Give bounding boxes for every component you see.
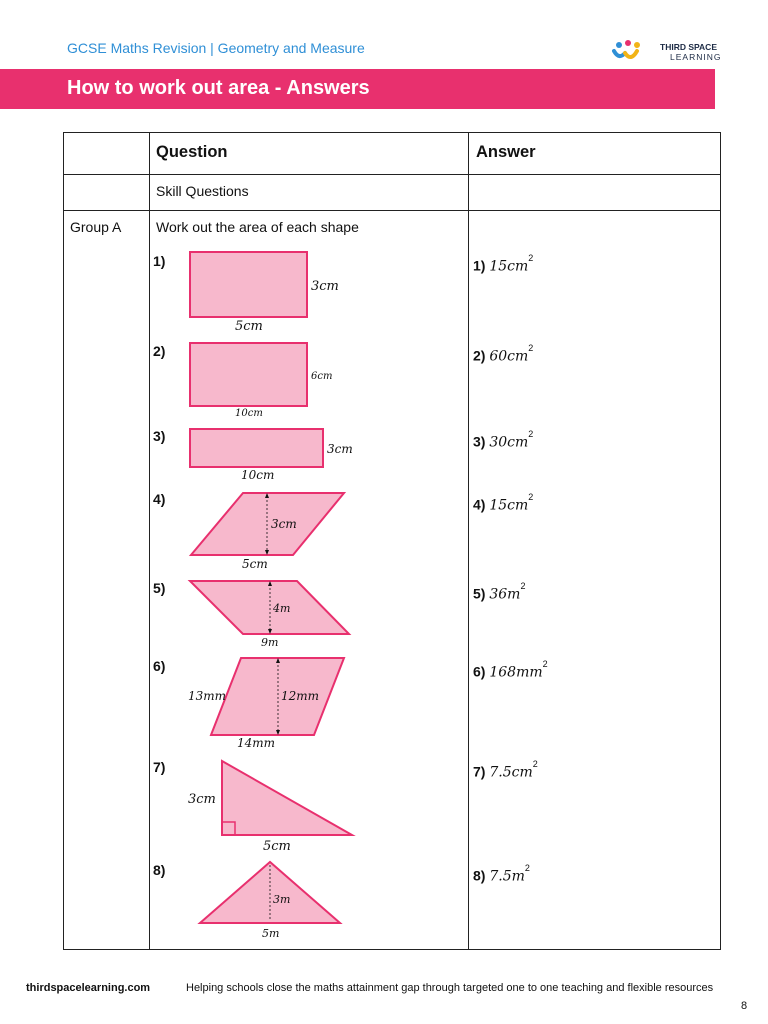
question-instruction: Work out the area of each shape <box>156 219 359 235</box>
page-number: 8 <box>741 1000 748 1012</box>
answer-item: 5) $36m^2$ <box>473 581 526 603</box>
svg-text:3cm: 3cm <box>271 517 297 531</box>
page-title: How to work out area - Answers <box>67 77 370 99</box>
svg-text:5cm: 5cm <box>263 839 291 854</box>
parallelogram-shape-5 <box>190 581 349 649</box>
svg-text:3cm: 3cm <box>327 442 353 456</box>
svg-text:13mm: 13mm <box>188 689 227 703</box>
footer-site-link[interactable]: thirdspacelearning.com <box>26 982 151 994</box>
question-number: 5) <box>153 580 166 596</box>
answer-item: 2) $60cm^2$ <box>473 343 534 365</box>
section-label: Skill Questions <box>156 183 249 199</box>
question-number: 6) <box>153 658 166 674</box>
right-triangle-shape-7 <box>188 761 352 854</box>
svg-text:9m: 9m <box>261 636 279 649</box>
parallelogram-shape-6 <box>188 658 344 750</box>
question-number: 7) <box>153 759 166 775</box>
svg-text:4m: 4m <box>273 602 291 615</box>
svg-text:10cm: 10cm <box>235 408 263 419</box>
footer-tagline: Helping schools close the maths attainment gap through targeted one to one teaching and flexible resources <box>186 982 714 994</box>
question-number: 2) <box>153 343 166 359</box>
svg-text:5m: 5m <box>262 927 280 940</box>
answer-item: 7) $7.5cm^2$ <box>473 759 538 781</box>
question-number: 3) <box>153 428 166 444</box>
question-column-header: Question <box>156 143 228 161</box>
svg-text:3m: 3m <box>273 893 291 906</box>
logo-text: THIRD SPACE LEARNING <box>660 42 722 62</box>
triangle-shape-8 <box>200 862 340 940</box>
answer-item: 4) $15cm^2$ <box>473 492 534 514</box>
group-label: Group A <box>70 219 122 235</box>
question-number: 8) <box>153 862 166 878</box>
answer-item: 1) $15cm^2$ <box>473 253 534 275</box>
parallelogram-shape-4 <box>191 493 344 571</box>
answer-item: 6) $168mm^2$ <box>473 659 548 681</box>
rectangle-shape-1 <box>190 252 339 334</box>
rectangle-shape-3 <box>190 429 353 482</box>
svg-text:5cm: 5cm <box>235 319 263 334</box>
svg-text:3cm: 3cm <box>311 279 339 294</box>
answer-column-header: Answer <box>476 143 536 161</box>
answer-item: 3) $30cm^2$ <box>473 429 534 451</box>
svg-text:14mm: 14mm <box>237 736 276 750</box>
document-subtitle: GCSE Maths Revision | Geometry and Measure <box>67 40 365 56</box>
question-number: 1) <box>153 253 166 269</box>
svg-text:6cm: 6cm <box>311 371 333 382</box>
question-number: 4) <box>153 491 166 507</box>
svg-text:5cm: 5cm <box>242 557 268 571</box>
answer-item: 8) $7.5m^2$ <box>473 863 530 885</box>
svg-text:10cm: 10cm <box>241 468 275 482</box>
rectangle-shape-2 <box>190 343 332 419</box>
svg-text:3cm: 3cm <box>188 792 216 807</box>
svg-text:12mm: 12mm <box>281 689 320 703</box>
